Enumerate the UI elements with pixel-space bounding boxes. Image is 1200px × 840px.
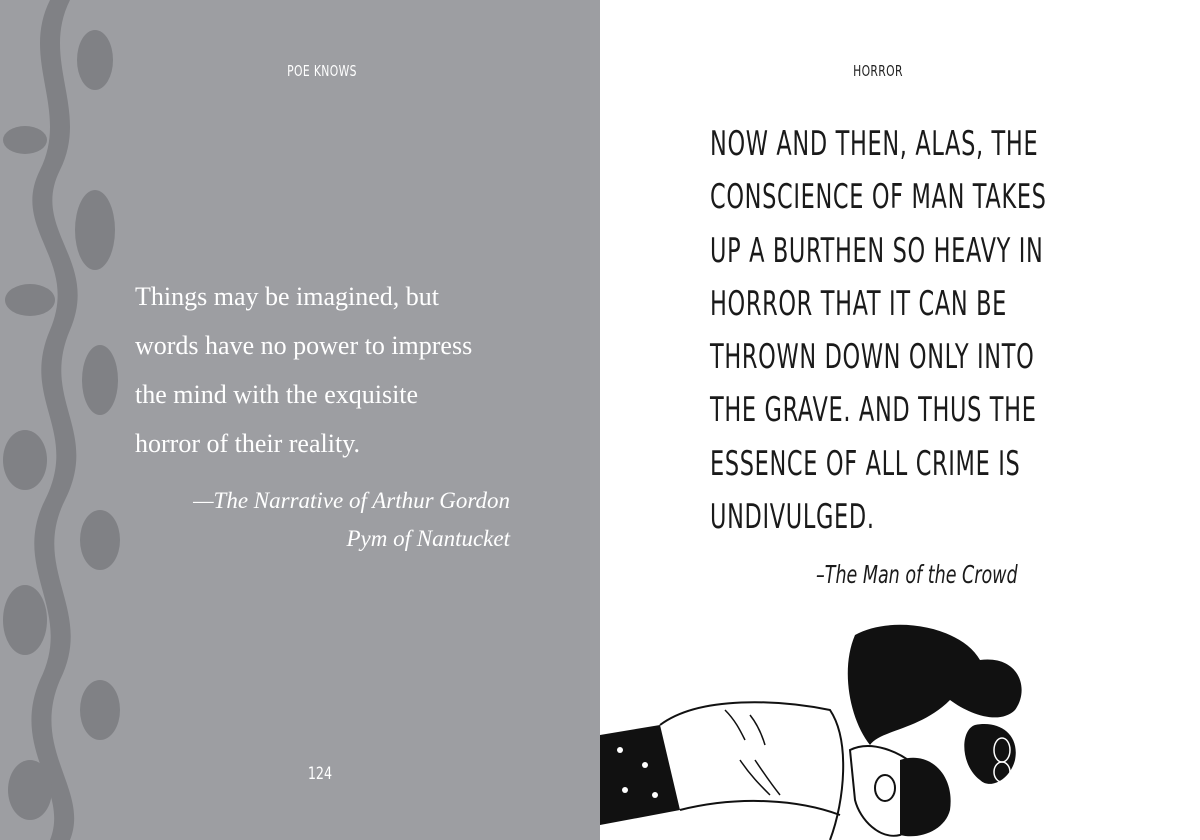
quote-line: UNDIVULGED. bbox=[710, 497, 875, 538]
quote-line: words have no power to impress bbox=[135, 331, 473, 360]
quote-line: Things may be imagined, but bbox=[135, 282, 440, 311]
quote-text bbox=[135, 272, 472, 468]
attribution-line: Pym of Nantucket bbox=[346, 526, 510, 551]
right-page bbox=[600, 0, 1200, 840]
quote-line: THROWN DOWN ONLY INTO bbox=[710, 337, 1035, 378]
quote-line: HORROR THAT IT CAN BE bbox=[710, 283, 1007, 324]
quote-line: THE GRAVE. AND THUS THE bbox=[710, 390, 1037, 431]
reclining-figure-illustration bbox=[600, 600, 1200, 840]
floral-ornament-border bbox=[0, 0, 130, 840]
quote-line: CONSCIENCE OF MAN TAKES bbox=[710, 177, 1047, 218]
page-number: 124 bbox=[307, 764, 333, 784]
quote-line: UP A BURTHEN SO HEAVY IN bbox=[710, 230, 1044, 271]
quote-line: NOW AND THEN, ALAS, THE bbox=[710, 124, 1039, 164]
quote-attribution bbox=[193, 482, 510, 558]
running-head: HORROR bbox=[853, 62, 903, 80]
quote-line: ESSENCE OF ALL CRIME IS bbox=[710, 443, 1021, 484]
quote-line: horror of their reality. bbox=[135, 429, 360, 458]
quote-line: the mind with the exquisite bbox=[135, 380, 419, 409]
attribution-line: —The Narrative of Arthur Gordon bbox=[193, 488, 510, 513]
quote-text bbox=[710, 118, 1200, 544]
running-head: POE KNOWS bbox=[287, 62, 357, 80]
quote-attribution: –The Man of the Crowd bbox=[816, 560, 1018, 589]
